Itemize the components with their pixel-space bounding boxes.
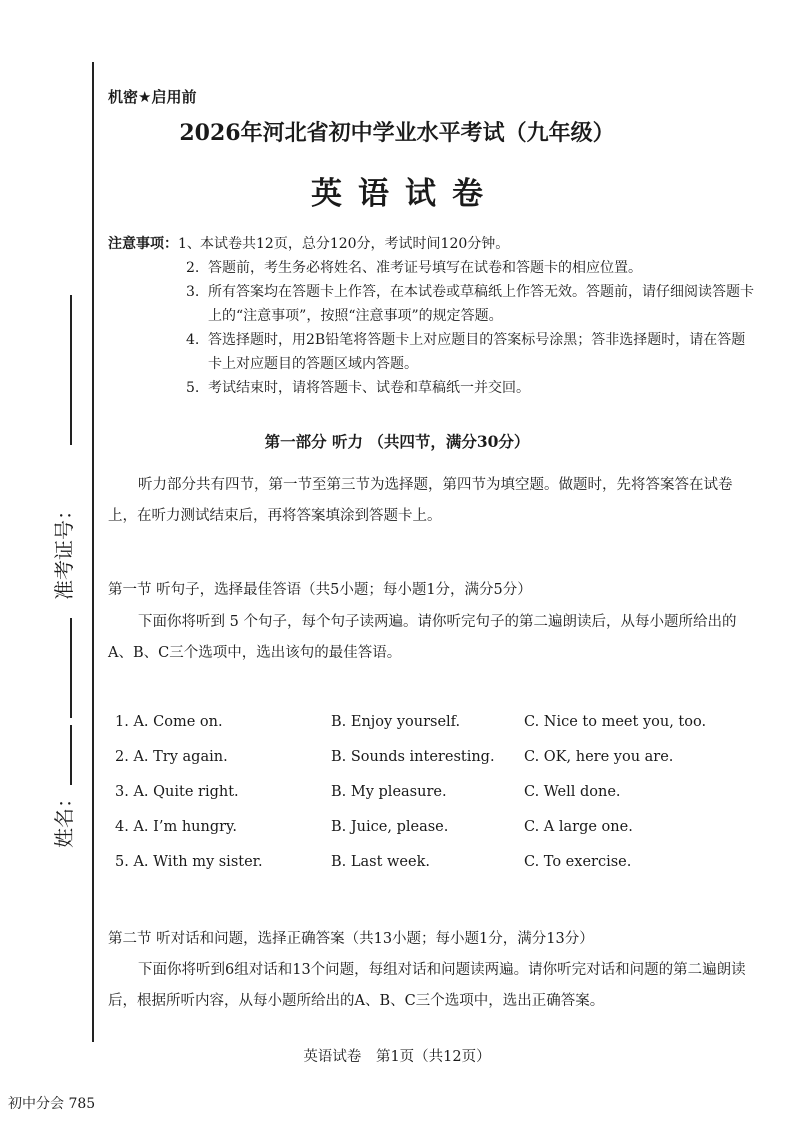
exam-no-line-bottom [70,618,72,718]
exam-no-line-top [70,295,72,445]
option-b: B. Sounds interesting. [331,749,495,765]
section1-questions [115,714,735,889]
corner-watermark: 初中分会 785 [8,1096,96,1112]
question-row [115,784,735,819]
section1-heading: 第一节 听句子，选择最佳答语（共5小题；每小题1分，满分5分） [108,582,532,598]
exam-no-label: 准考证号： [52,500,76,600]
notice-label: 注意事项： [108,236,178,252]
question-row [115,749,735,784]
exam-subtitle: 英语试卷 [311,176,499,212]
option-a: 2. A. Try again. [115,749,228,765]
name-label: 姓名： [52,788,76,848]
section1-instruction: 下面你将听到 5 个句子，每个句子读两遍。请你听完句子的第二遍朗读后，从每小题所给出的A、B、C三个选项中，选出该句的最佳答语。 [108,614,737,661]
footer-page: 第1页（共12页） [375,1049,491,1065]
option-c: C. OK, here you are. [524,749,674,765]
question-row [115,854,735,889]
option-a: 1. A. Come on. [115,714,223,730]
option-b: B. Juice, please. [331,819,449,835]
notice-item: 4. 答选择题时，用2B铅笔将答题卡上对应题目的答案标号涂黑；答非选择题时，请在答题卡上对应题目的答题区域内答题。 [186,332,746,372]
exam-title: 2026年河北省初中学业水平考试（九年级） [179,120,615,146]
option-b: B. Last week. [331,854,430,870]
question-row [115,819,735,854]
option-c: C. To exercise. [524,854,632,870]
option-c: C. Nice to meet you, too. [524,714,707,730]
footer-subject: 英语试卷 [303,1049,362,1065]
notice-item: 3. 所有答案均在答题卡上作答，在本试卷或草稿纸上作答无效。答题前，请仔细阅读答题卡上的“注意事项”，按照“注意事项”的规定答题。 [186,284,754,324]
option-b: B. My pleasure. [331,784,447,800]
part1-title: 第一部分 听力 （共四节，满分30分） [264,432,530,451]
part1-intro: 听力部分共有四节，第一节至第三节为选择题，第四节为填空题。做题时，先将答案答在试卷上，在听力测试结束后，再将答案填涂到答题卡上。 [108,477,733,524]
option-a: 4. A. I’m hungry. [115,819,237,835]
option-a: 3. A. Quite right. [115,784,239,800]
name-line [70,725,72,785]
notice-item: 2. 答题前，考生务必将姓名、准考证号填写在试卷和答题卡的相应位置。 [186,260,642,276]
notice-block [108,232,758,400]
page-footer [0,1045,794,1066]
section2-heading: 第二节 听对话和问题，选择正确答案（共13小题；每小题1分，满分13分） [108,931,594,947]
confidential-mark: 机密★启用前 [108,88,197,106]
question-row [115,714,735,749]
notice-item: 5. 考试结束时，请将答题卡、试卷和草稿纸一并交回。 [186,380,530,396]
option-c: C. Well done. [524,784,621,800]
option-c: C. A large one. [524,819,633,835]
notice-item: 注意事项： 1、 本试卷共12页，总分120分，考试时间120分钟。 [108,232,758,256]
option-a: 5. A. With my sister. [115,854,263,870]
option-b: B. Enjoy yourself. [331,714,461,730]
section2-instruction: 下面你将听到6组对话和13个问题，每组对话和问题读两遍。请你听完对话和问题的第二遍朗读后，根据所听内容，从每小题所给出的A、B、C三个选项中，选出正确答案。 [108,962,746,1009]
